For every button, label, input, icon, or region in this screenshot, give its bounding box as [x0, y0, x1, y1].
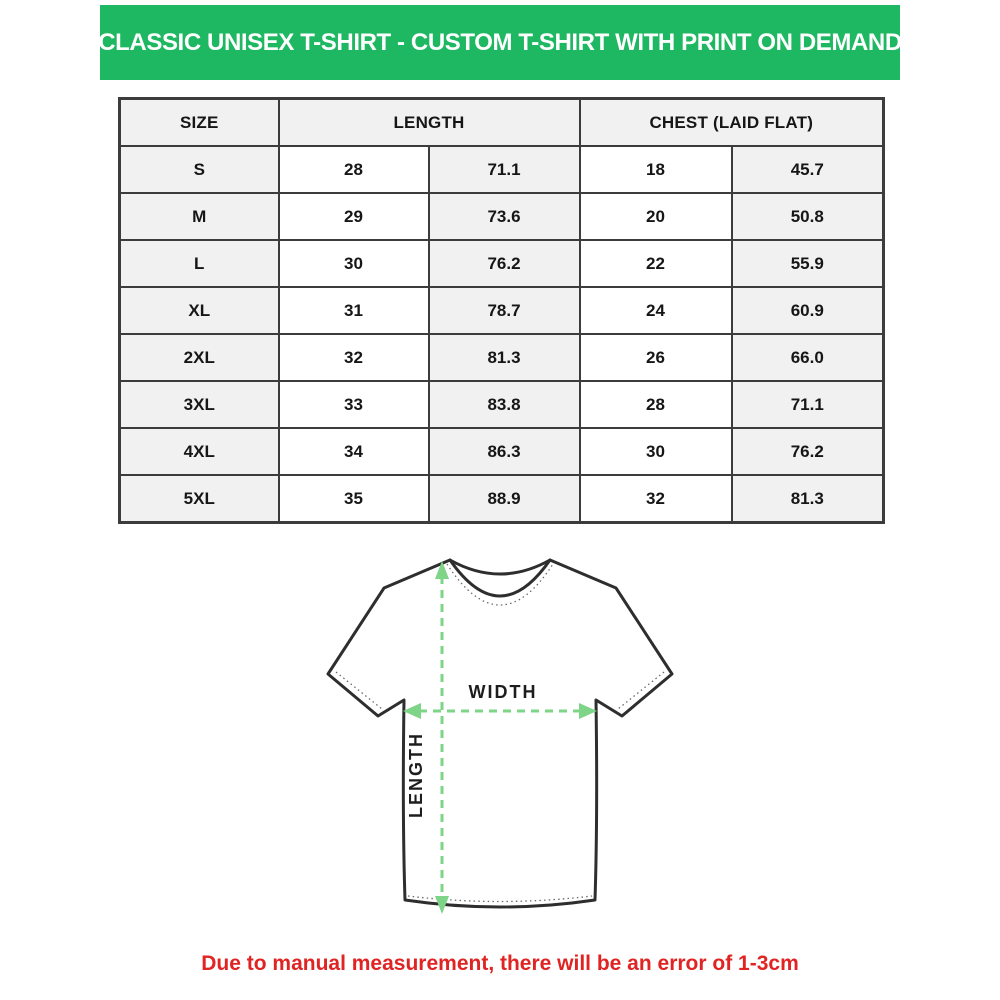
cell-chest-in: 22: [580, 240, 732, 287]
cell-chest-cm: 81.3: [732, 475, 884, 523]
table-row: [120, 193, 884, 240]
cell-chest-in: 30: [580, 428, 732, 475]
table-row: [120, 334, 884, 381]
title-banner: [100, 5, 900, 80]
cell-length-in: 28: [279, 146, 429, 193]
size-table-body: [120, 146, 884, 523]
header-row: [120, 99, 884, 147]
size-chart-table: [118, 97, 885, 524]
width-label: WIDTH: [468, 682, 538, 702]
cell-length-in: 30: [279, 240, 429, 287]
table-row: [120, 240, 884, 287]
tshirt-diagram-svg: [320, 548, 680, 948]
cell-chest-cm: 71.1: [732, 381, 884, 428]
cell-size: S: [120, 146, 279, 193]
cell-length-cm: 71.1: [429, 146, 580, 193]
cell-length-cm: 76.2: [429, 240, 580, 287]
cell-chest-cm: 76.2: [732, 428, 884, 475]
header-length: LENGTH: [279, 99, 580, 147]
footnote: Due to manual measurement, there will be an error of 1-3cm: [201, 952, 799, 975]
header-size: SIZE: [120, 99, 279, 147]
tshirt-diagram: [320, 548, 680, 948]
table-row: [120, 146, 884, 193]
table-row: [120, 428, 884, 475]
cell-chest-in: 24: [580, 287, 732, 334]
cell-length-in: 34: [279, 428, 429, 475]
header-chest: CHEST (LAID FLAT): [580, 99, 884, 147]
cell-chest-cm: 60.9: [732, 287, 884, 334]
cell-length-cm: 78.7: [429, 287, 580, 334]
cell-length-cm: 73.6: [429, 193, 580, 240]
page-title: CLASSIC UNISEX T-SHIRT - CUSTOM T-SHIRT WITH PRINT ON DEMAND: [98, 28, 902, 56]
length-label: LENGTH: [406, 732, 426, 818]
cell-length-in: 29: [279, 193, 429, 240]
cell-chest-cm: 66.0: [732, 334, 884, 381]
cell-size: 5XL: [120, 475, 279, 523]
cell-size: 2XL: [120, 334, 279, 381]
cell-size: L: [120, 240, 279, 287]
tshirt-outline: [328, 560, 672, 907]
cell-size: 4XL: [120, 428, 279, 475]
cell-length-cm: 88.9: [429, 475, 580, 523]
cell-size: XL: [120, 287, 279, 334]
cell-size: 3XL: [120, 381, 279, 428]
cell-chest-cm: 50.8: [732, 193, 884, 240]
cell-length-in: 33: [279, 381, 429, 428]
cell-chest-in: 32: [580, 475, 732, 523]
cell-chest-in: 20: [580, 193, 732, 240]
table-row: [120, 287, 884, 334]
cell-length-in: 32: [279, 334, 429, 381]
size-chart-table-container: [118, 97, 885, 524]
cell-size: M: [120, 193, 279, 240]
table-row: [120, 381, 884, 428]
cell-chest-cm: 45.7: [732, 146, 884, 193]
cell-length-cm: 81.3: [429, 334, 580, 381]
cell-chest-cm: 55.9: [732, 240, 884, 287]
cell-chest-in: 28: [580, 381, 732, 428]
cell-chest-in: 26: [580, 334, 732, 381]
table-row: [120, 475, 884, 523]
cell-length-in: 35: [279, 475, 429, 523]
cell-length-cm: 86.3: [429, 428, 580, 475]
cell-chest-in: 18: [580, 146, 732, 193]
cell-length-cm: 83.8: [429, 381, 580, 428]
cell-length-in: 31: [279, 287, 429, 334]
